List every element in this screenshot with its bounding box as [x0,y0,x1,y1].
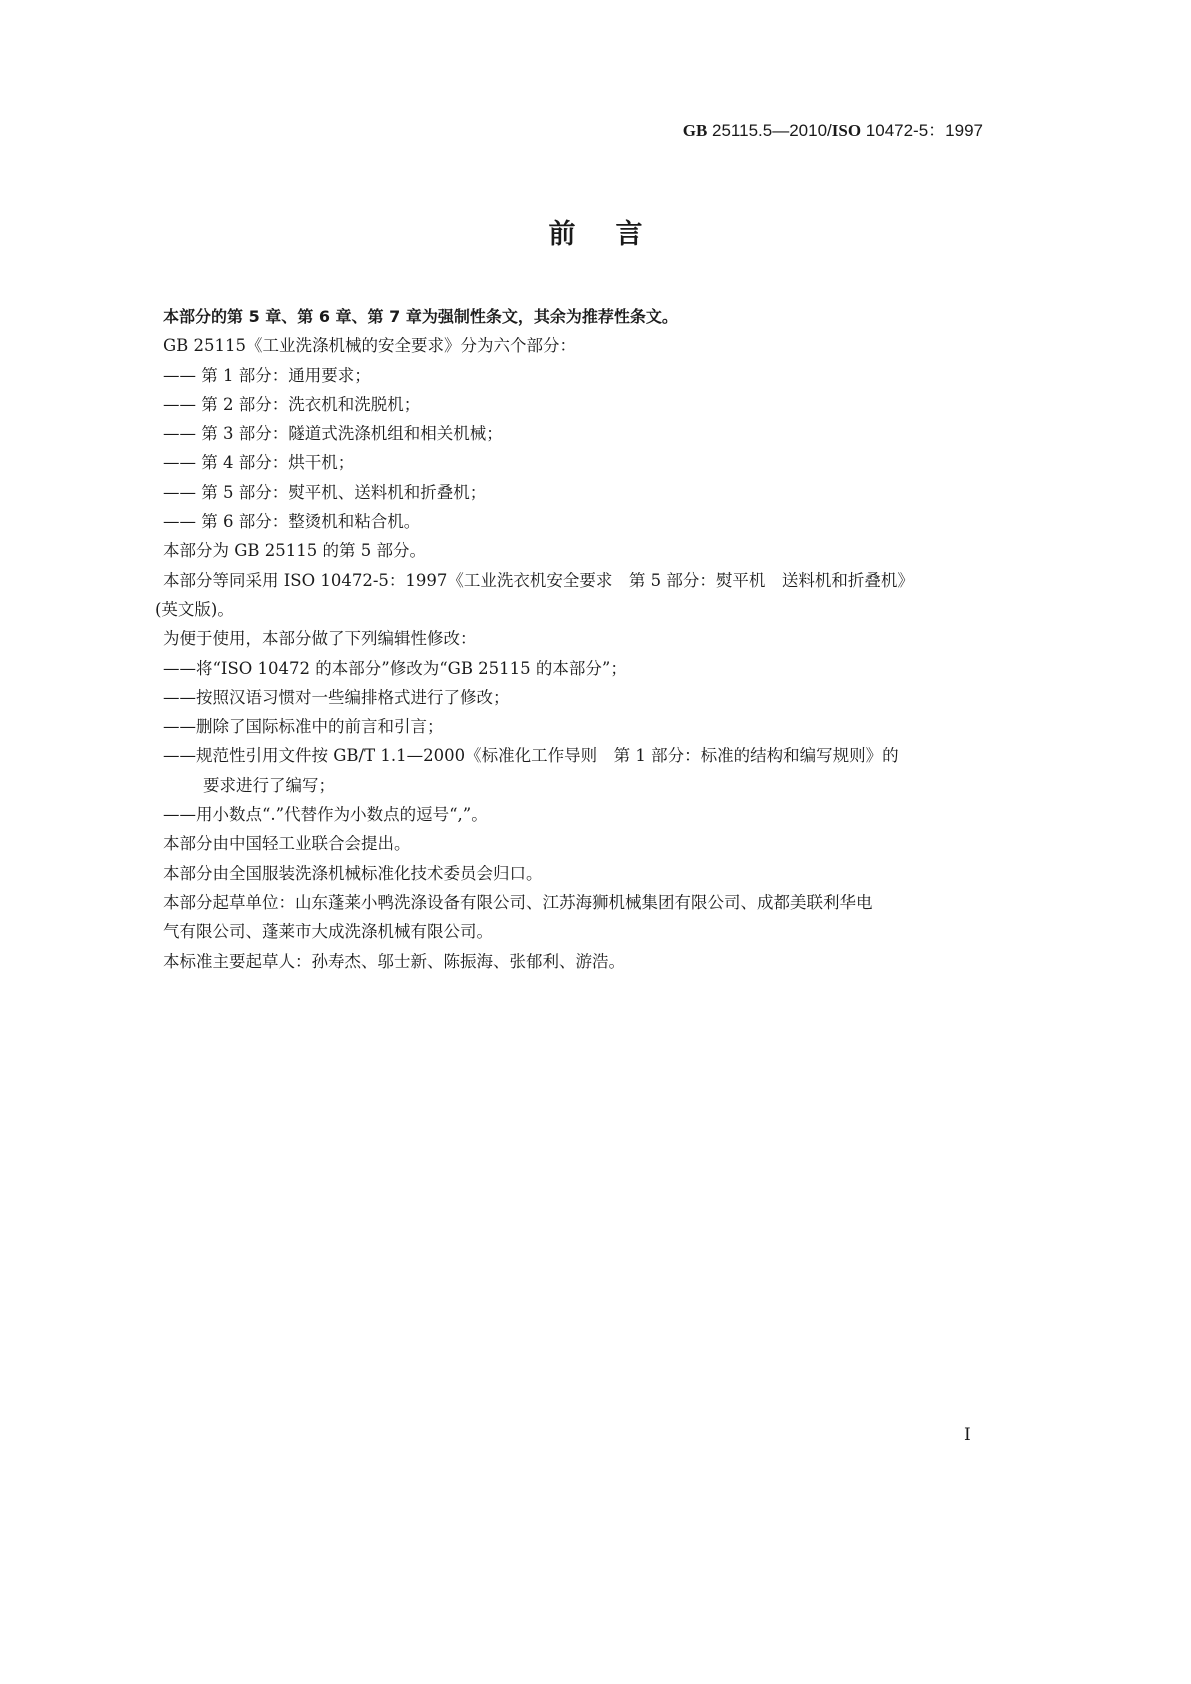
list-item: —— 第 5 部分：熨平机、送料机和折叠机； [163,482,487,502]
drafting-units-line2: 气有限公司、蓬莱市大成洗涤机械有限公司。 [163,922,493,942]
proposed-by: 本部分由中国轻工业联合会提出。 [163,834,411,854]
parts-intro: GB 25115《工业洗涤机械的安全要求》分为六个部分： [163,336,577,356]
centralized-by: 本部分由全国服装洗涤机械标准化技术委员会归口。 [163,863,543,883]
document-code-header [683,116,983,141]
list-item: —— 第 6 部分：整烫机和粘合机。 [163,512,421,532]
this-part-statement: 本部分为 GB 25115 的第 5 部分。 [163,541,427,561]
drafting-units-line1: 本部分起草单位：山东蓬莱小鸭洗涤设备有限公司、江苏海狮机械集团有限公司、成都美联利华电 [163,892,873,912]
adoption-statement-line1: 本部分等同采用 ISO 10472-5：1997《工业洗衣机安全要求 第 5 部分：熨平机 送料机和折叠机》 [163,570,914,590]
list-item: —— 第 4 部分：烘干机； [163,453,355,473]
mandatory-statement: 本部分的第 5 章、第 6 章、第 7 章为强制性条文，其余为推荐性条文。 [163,307,678,326]
list-item: ——用小数点“.”代替作为小数点的逗号“,”。 [163,805,488,825]
list-item: —— 第 3 部分：隧道式洗涤机组和相关机械； [163,424,503,444]
edits-intro: 为便于使用，本部分做了下列编辑性修改： [163,629,477,649]
page-title: 前言 [548,219,683,250]
main-drafters: 本标准主要起草人：孙寿杰、邬士新、陈振海、张郁利、游浩。 [163,951,625,971]
iso-label: ISO [831,121,862,140]
adoption-statement-line2: (英文版)。 [155,599,234,619]
list-item-continuation: 要求进行了编写； [203,775,335,795]
gb-number: 25115.5—2010/ [712,121,832,140]
foreword-body [155,302,985,976]
list-item: ——规范性引用文件按 GB/T 1.1—2000《标准化工作导则 第 1 部分：标准的结构和编写规则》的 [163,746,899,766]
list-item: —— 第 2 部分：洗衣机和洗脱机； [163,394,421,414]
list-item: ——删除了国际标准中的前言和引言； [163,717,444,737]
page-number: I [964,1425,971,1445]
list-item: ——将“ISO 10472 的本部分”修改为“GB 25115 的本部分”； [163,658,627,678]
gb-label: GB [682,121,708,140]
iso-number: 10472-5：1997 [865,121,983,140]
list-item: ——按照汉语习惯对一些编排格式进行了修改； [163,687,510,707]
list-item: —— 第 1 部分：通用要求； [163,365,371,385]
